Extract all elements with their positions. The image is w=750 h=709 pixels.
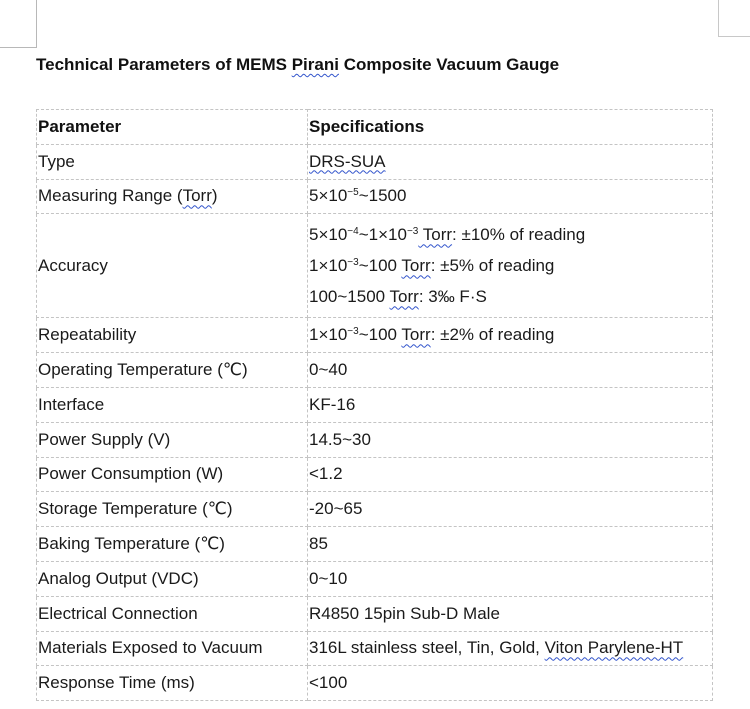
table-row	[37, 353, 713, 388]
param-label: Electrical Connection	[37, 596, 308, 631]
table-row	[37, 214, 713, 318]
table-row	[37, 387, 713, 422]
param-value: 14.5~30	[308, 422, 713, 457]
param-value: -20~65	[308, 492, 713, 527]
param-label: Interface	[37, 387, 308, 422]
table-row	[37, 144, 713, 179]
param-label: Materials Exposed to Vacuum	[37, 631, 308, 666]
page-corner-mark-left	[0, 0, 37, 48]
param-value: $5\times 10^{-5}\sim 1500$	[308, 179, 713, 214]
param-value: 0~40	[308, 353, 713, 388]
param-value: $1\times 10^{-3}\sim 100$ Torr: ±2% of reading	[308, 318, 713, 353]
param-value: 0~10	[308, 561, 713, 596]
param-value: <100	[308, 666, 713, 701]
param-label: Repeatability	[37, 318, 308, 353]
table-header-row	[37, 110, 713, 145]
param-value: R4850 15pin Sub-D Male	[308, 596, 713, 631]
table-row	[37, 596, 713, 631]
param-value: 316L stainless steel, Tin, Gold, Viton Parylene-HT	[308, 631, 713, 666]
table-row	[37, 318, 713, 353]
accuracy-line: 100~1500 Torr: 3‰ F·S	[309, 287, 487, 307]
table-row	[37, 422, 713, 457]
document-title: Technical Parameters of MEMS Pirani Composite Vacuum Gauge	[36, 55, 560, 74]
header-parameter: Parameter	[37, 110, 308, 145]
header-specifications: Specifications	[308, 110, 713, 145]
param-label: Analog Output (VDC)	[37, 561, 308, 596]
param-label: Power Supply (V)	[37, 422, 308, 457]
table-row	[37, 492, 713, 527]
table-row	[37, 561, 713, 596]
param-label: Accuracy	[37, 214, 308, 318]
page-corner-mark-right	[718, 0, 750, 37]
param-value: DRS-SUA	[308, 144, 713, 179]
spec-table	[36, 109, 713, 701]
param-label: Response Time (ms)	[37, 666, 308, 701]
accuracy-line: $1\times 10^{-3}\sim 100$ Torr: ±5% of reading	[309, 256, 555, 276]
table-row	[37, 179, 713, 214]
spellcheck-flag: Pirani	[291, 55, 339, 74]
param-value: 85	[308, 527, 713, 562]
param-label: Power Consumption (W)	[37, 457, 308, 492]
param-value	[308, 214, 713, 318]
param-label: Type	[37, 144, 308, 179]
param-label: Operating Temperature (℃)	[37, 353, 308, 388]
param-value: KF-16	[308, 387, 713, 422]
accuracy-line: $5\times 10^{-4}\sim 1\times 10^{-3}$ Torr: ±10% of reading	[309, 225, 586, 245]
table-row	[37, 457, 713, 492]
param-value: <1.2	[308, 457, 713, 492]
param-label: Measuring Range (Torr)	[37, 179, 308, 214]
table-row	[37, 527, 713, 562]
table-row	[37, 631, 713, 666]
param-label: Baking Temperature (℃)	[37, 527, 308, 562]
param-label: Storage Temperature (℃)	[37, 492, 308, 527]
table-row	[37, 666, 713, 701]
